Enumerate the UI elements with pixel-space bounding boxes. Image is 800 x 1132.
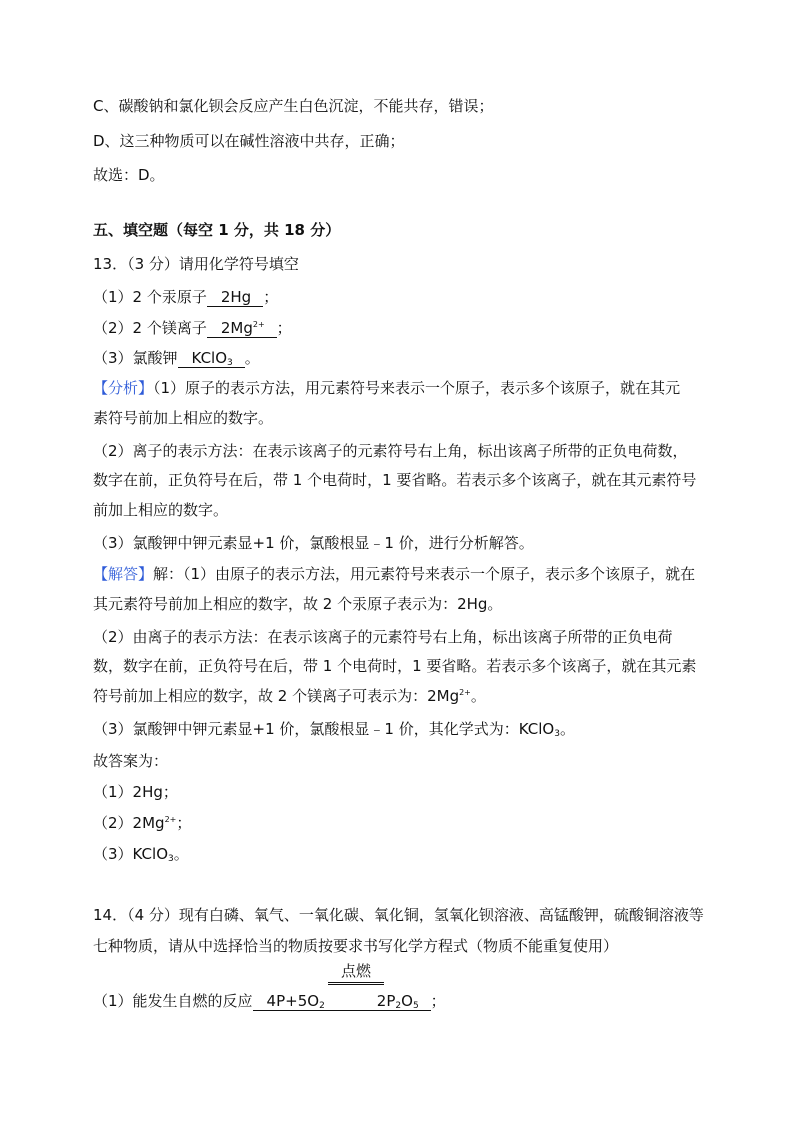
- q13-part2-answer-charge: 2+: [252, 320, 265, 329]
- q13-part2-answer: [207, 319, 277, 338]
- reaction-condition: 点燃: [328, 962, 384, 985]
- solution-subscript: 3: [554, 729, 560, 739]
- q14-part1: [93, 991, 446, 1011]
- q14-stem-line-1: 14．（4 分）现有白磷、氧气、一氧化碳、氧化铜，氢氧化钡溶液、高锰酸钾，硫酸铜溶液等: [93, 906, 704, 924]
- answer-2: [93, 813, 191, 833]
- q13-part2-suffix: ；: [276, 319, 292, 337]
- equation-product-sub-1: 2: [395, 1001, 402, 1011]
- answer-2-charge: 2+: [164, 815, 177, 824]
- analysis-line-3: （2）离子的表示方法：在表示该离子的元素符号右上角，标出该离子所带的正负电荷数，: [93, 442, 688, 460]
- answer-3-text: （3）KClO: [93, 845, 169, 863]
- solution-text-1a: 解：（1）由原子的表示方法，用元素符号来表示一个原子，表示多个该原子，就在: [153, 565, 696, 583]
- option-c-explanation: C、碳酸钠和氯化钡会反应产生白色沉淀，不能共存，错误；: [93, 97, 494, 115]
- solution-line-3: （2）由离子的表示方法：在表示该离子的元素符号右上角，标出该离子所带的正负电荷: [93, 628, 673, 646]
- solution-line-2: 其元素符号前加上相应的数字，故 2 个汞原子表示为：2Hg。: [93, 595, 503, 613]
- answer-3-sub: 3: [168, 854, 174, 864]
- answer-3-end: 。: [173, 845, 189, 863]
- q13-part1: [93, 287, 278, 307]
- solution-text-3-end: 。: [559, 720, 575, 738]
- q13-part1-answer: 2Hg: [207, 288, 263, 307]
- solution-line-4: 数，数字在前，正负符号在后，带 1 个电荷时，1 要省略。若表示多个该离子，就在其元素: [93, 657, 697, 675]
- analysis-tag: 【分析】: [93, 379, 154, 397]
- q13-part3-prefix: （3）氯酸钾: [93, 349, 178, 367]
- q13-part2-prefix: （2）2 个镁离子: [93, 319, 207, 337]
- solution-line-6: [93, 719, 575, 739]
- analysis-line-5: 前加上相应的数字。: [93, 501, 229, 519]
- q13-part1-suffix: ；: [263, 288, 279, 306]
- analysis-line-6: （3）氯酸钾中钾元素显+1 价，氯酸根显﹣1 价，进行分析解答。: [93, 534, 534, 552]
- answer-3: [93, 844, 189, 864]
- q14-part1-equation: [253, 992, 431, 1011]
- analysis-line-1: [93, 378, 680, 398]
- answer-2-end: ；: [176, 814, 192, 832]
- equation-reactant-sub: 2: [319, 1001, 325, 1011]
- answer-intro: 故答案为：: [93, 752, 169, 770]
- q13-part2-answer-text: 2Mg: [220, 319, 253, 337]
- equation-product-a: 2P: [376, 992, 396, 1010]
- solution-text-2c-end: 。: [470, 687, 486, 705]
- equation-product-sub-2: 5: [412, 1001, 419, 1011]
- solution-tag: 【解答】: [93, 565, 154, 583]
- option-d-explanation: D、这三种物质可以在碱性溶液中共存，正确；: [93, 132, 405, 150]
- solution-charge: 2+: [459, 688, 471, 697]
- q13-stem: 13．（3 分）请用化学符号填空: [93, 255, 299, 273]
- q13-part3-suffix: 。: [244, 349, 260, 367]
- q13-part3-answer: [178, 349, 245, 368]
- q13-part3-answer-sub: 3: [227, 358, 233, 368]
- q14-stem-line-2: 七种物质，请从中选择恰当的物质按要求书写化学方程式（物质不能重复使用）: [93, 937, 619, 955]
- solution-text-3: （3）氯酸钾中钾元素显+1 价，氯酸根显﹣1 价，其化学式为：KClO: [93, 720, 555, 738]
- q13-part3: [93, 348, 260, 368]
- analysis-text-1a: （1）原子的表示方法，用元素符号来表示一个原子，表示多个该原子，就在其元: [153, 379, 681, 397]
- choice-result: 故选：D。: [93, 166, 165, 184]
- q13-part2: [93, 318, 292, 338]
- solution-text-2c: 符号前加上相应的数字，故 2 个镁离子可表示为：2Mg: [93, 687, 460, 705]
- q14-part1-prefix: （1）能发生自燃的反应: [93, 992, 253, 1010]
- q13-part1-prefix: （1）2 个汞原子: [93, 288, 207, 306]
- answer-1: （1）2Hg；: [93, 783, 178, 801]
- solution-line-5: [93, 686, 486, 706]
- answer-2-text: （2）2Mg: [93, 814, 165, 832]
- analysis-line-2: 素符号前加上相应的数字。: [93, 409, 274, 427]
- section-heading: 五、填空题（每空 1 分，共 18 分）: [93, 221, 341, 239]
- q13-part3-answer-text: KClO: [191, 349, 228, 367]
- q14-part1-suffix: ；: [430, 992, 446, 1010]
- solution-line-1: [93, 564, 695, 584]
- analysis-line-4: 数字在前，正负符号在后，带 1 个电荷时，1 要省略。若表示多个该离子，就在其元素符号: [93, 471, 697, 489]
- equation-reactants: 4P+5O: [266, 992, 320, 1010]
- equation-product-b: O: [401, 992, 413, 1010]
